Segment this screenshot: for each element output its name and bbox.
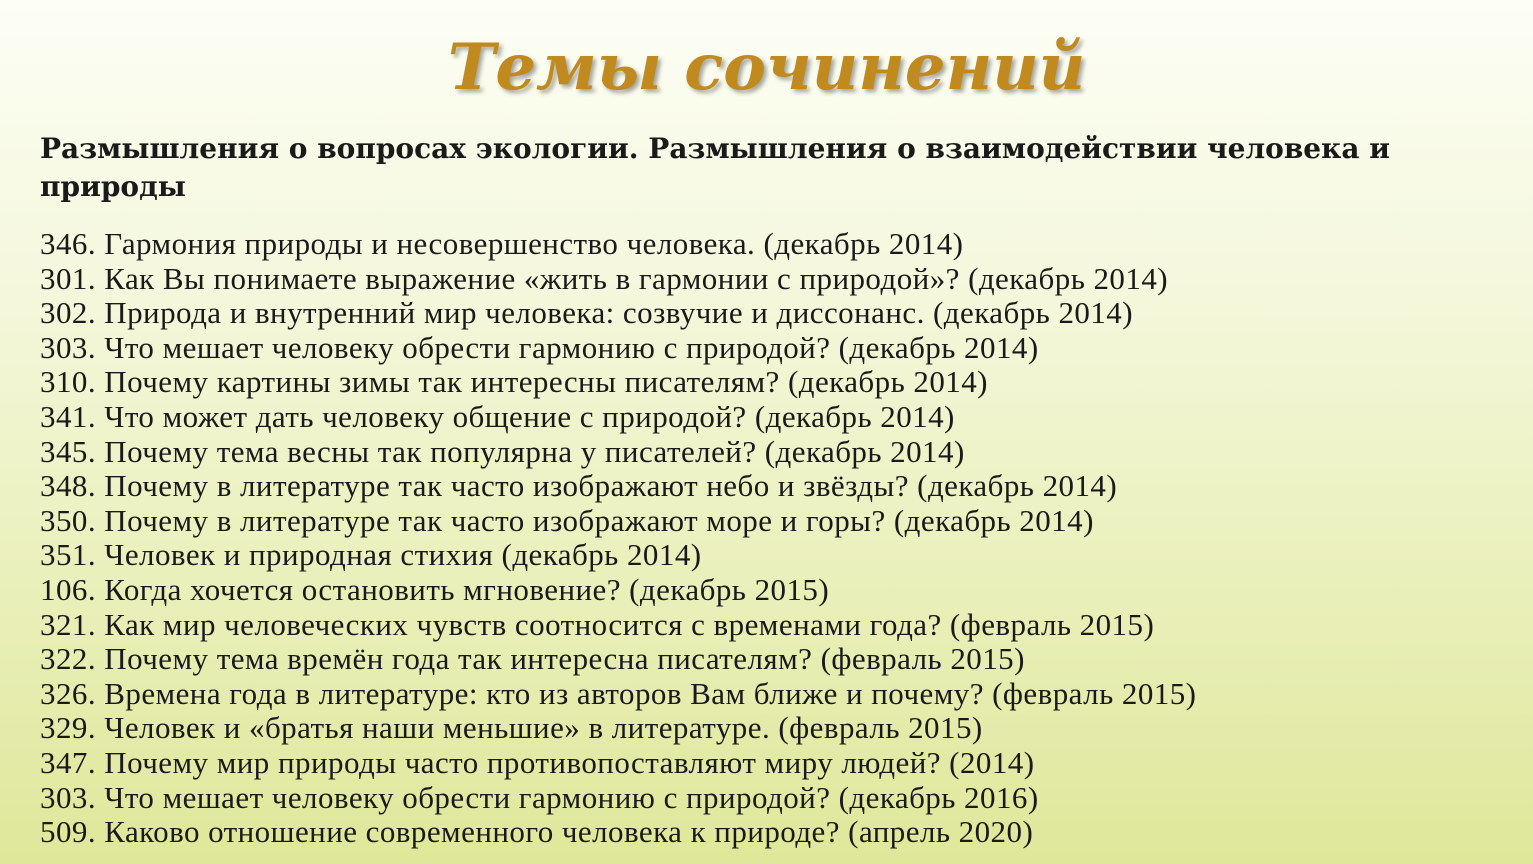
section-heading: Размышления о вопросах экологии. Размышления о взаимодействии человека и природы — [40, 132, 1391, 203]
topic-item: 345. Почему тема весны так популярна у писателей? (декабрь 2014) — [40, 433, 965, 469]
topic-item: 326. Времена года в литературе: кто из авторов Вам ближе и почему? (февраль 2015) — [40, 675, 1197, 711]
topic-item: 303. Что мешает человеку обрести гармонию с природой? (декабрь 2016) — [40, 779, 1039, 815]
topic-item: 348. Почему в литературе так часто изображают небо и звёзды? (декабрь 2014) — [40, 468, 1118, 504]
topic-item: 302. Природа и внутренний мир человека: созвучие и диссонанс. (декабрь 2014) — [40, 295, 1134, 331]
topic-item: 310. Почему картины зимы так интересны писателям? (декабрь 2014) — [40, 364, 988, 400]
topic-list — [40, 227, 1500, 850]
topic-item: 347. Почему мир природы часто противопоставляют миру людей? (2014) — [40, 744, 1035, 780]
topic-item: 301. Как Вы понимаете выражение «жить в гармонии с природой»? (декабрь 2014) — [40, 260, 1169, 296]
topic-item: 509. Каково отношение современного человека к природе? (апрель 2020) — [40, 814, 1034, 850]
topic-item: 106. Когда хочется остановить мгновение? (декабрь 2015) — [40, 571, 830, 607]
topic-item: 351. Человек и природная стихия (декабрь 2014) — [40, 537, 702, 573]
topic-item: 322. Почему тема времён года так интересна писателям? (февраль 2015) — [40, 641, 1025, 677]
slide-title: Темы сочинений — [447, 30, 1086, 105]
topic-item: 341. Что может дать человеку общение с природой? (декабрь 2014) — [40, 398, 955, 434]
topic-item: 350. Почему в литературе так часто изображают море и горы? (декабрь 2014) — [40, 502, 1094, 538]
topic-item: 303. Что мешает человеку обрести гармонию с природой? (декабрь 2014) — [40, 329, 1039, 365]
topic-item: 329. Человек и «братья наши меньшие» в литературе. (февраль 2015) — [40, 710, 983, 746]
topic-item: 321. Как мир человеческих чувств соотносится с временами года? (февраль 2015) — [40, 606, 1155, 642]
topic-item: 346. Гармония природы и несовершенство человека. (декабрь 2014) — [40, 226, 964, 261]
